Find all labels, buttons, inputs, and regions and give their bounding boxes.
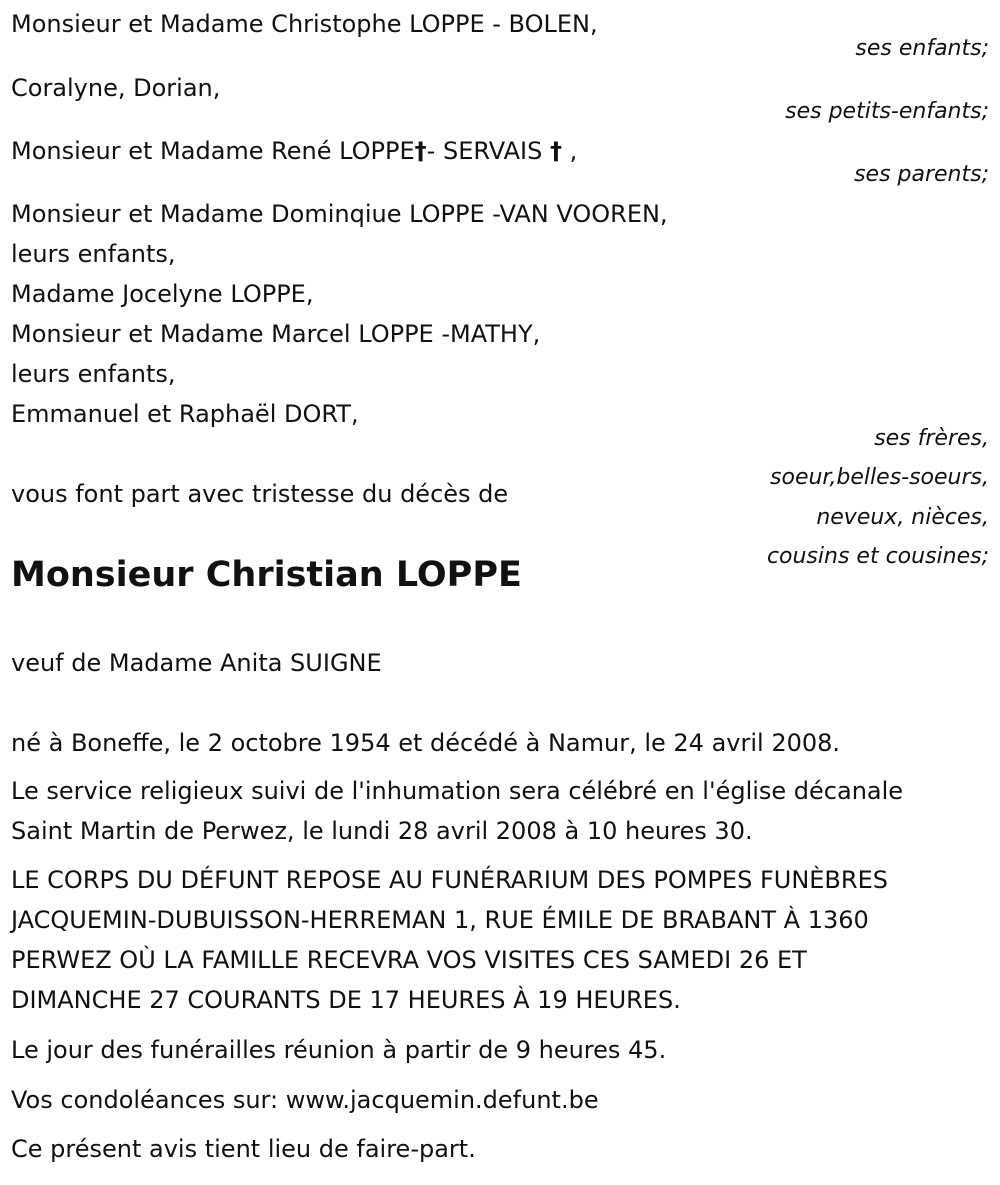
parents-prefix: Monsieur et Madame René LOPPE: [11, 137, 415, 165]
sibling-line: Monsieur et Madame Dominqiue LOPPE -VAN VOOREN,: [11, 200, 668, 228]
birth-death-text: né à Boneffe, le 2 octobre 1954 et décédé à Namur, le 24 avril 2008.: [11, 729, 841, 757]
deceased-name: Monsieur Christian LOPPE: [11, 555, 522, 595]
children-line: Monsieur et Madame Christophe LOPPE - BOLEN,: [11, 10, 598, 38]
body-notice-line: DIMANCHE 27 COURANTS DE 17 HEURES À 19 HEURES.: [11, 986, 681, 1014]
service-line: Le service religieux suivi de l'inhumation sera célébré en l'église décanale: [11, 777, 904, 805]
sibling-line: leurs enfants,: [11, 360, 176, 388]
body-notice-line: JACQUEMIN-DUBUISSON-HERREMAN 1, RUE ÉMILE DE BRABANT À 1360: [11, 906, 869, 934]
siblings-relation: neveux, nièces,: [816, 505, 989, 530]
announcement-text: vous font part avec tristesse du décès de: [11, 480, 509, 508]
parents-suffix: ,: [561, 137, 578, 165]
widower-text: veuf de Madame Anita SUIGNE: [11, 649, 382, 677]
body-notice-line: LE CORPS DU DÉFUNT REPOSE AU FUNÉRARIUM DES POMPES FUNÈBRES: [11, 866, 888, 894]
grandchildren-relation: ses petits-enfants;: [785, 99, 989, 124]
sibling-line: Monsieur et Madame Marcel LOPPE -MATHY,: [11, 320, 541, 348]
cross-icon: †: [549, 137, 562, 165]
grandchildren-line: Coralyne, Dorian,: [11, 74, 221, 102]
service-line: Saint Martin de Perwez, le lundi 28 avril 2008 à 10 heures 30.: [11, 817, 753, 845]
siblings-relation: cousins et cousines;: [766, 544, 989, 569]
parents-middle: - SERVAIS: [426, 137, 550, 165]
parents-line: [11, 136, 577, 166]
siblings-relation: ses frères,: [874, 426, 989, 451]
funeral-meeting-text: Le jour des funérailles réunion à partir de 9 heures 45.: [11, 1036, 667, 1064]
children-relation: ses enfants;: [855, 36, 989, 61]
condolences-text: Vos condoléances sur: www.jacquemin.defunt.be: [11, 1086, 599, 1114]
body-notice-line: PERWEZ OÙ LA FAMILLE RECEVRA VOS VISITES CES SAMEDI 26 ET: [11, 946, 807, 974]
cross-icon: †: [414, 137, 427, 165]
parents-relation: ses parents;: [854, 162, 989, 187]
notice-note-text: Ce présent avis tient lieu de faire-part.: [11, 1135, 476, 1163]
siblings-relation: soeur,belles-soeurs,: [770, 465, 989, 490]
sibling-line: leurs enfants,: [11, 240, 176, 268]
sibling-line: Madame Jocelyne LOPPE,: [11, 280, 314, 308]
sibling-line: Emmanuel et Raphaël DORT,: [11, 400, 359, 428]
